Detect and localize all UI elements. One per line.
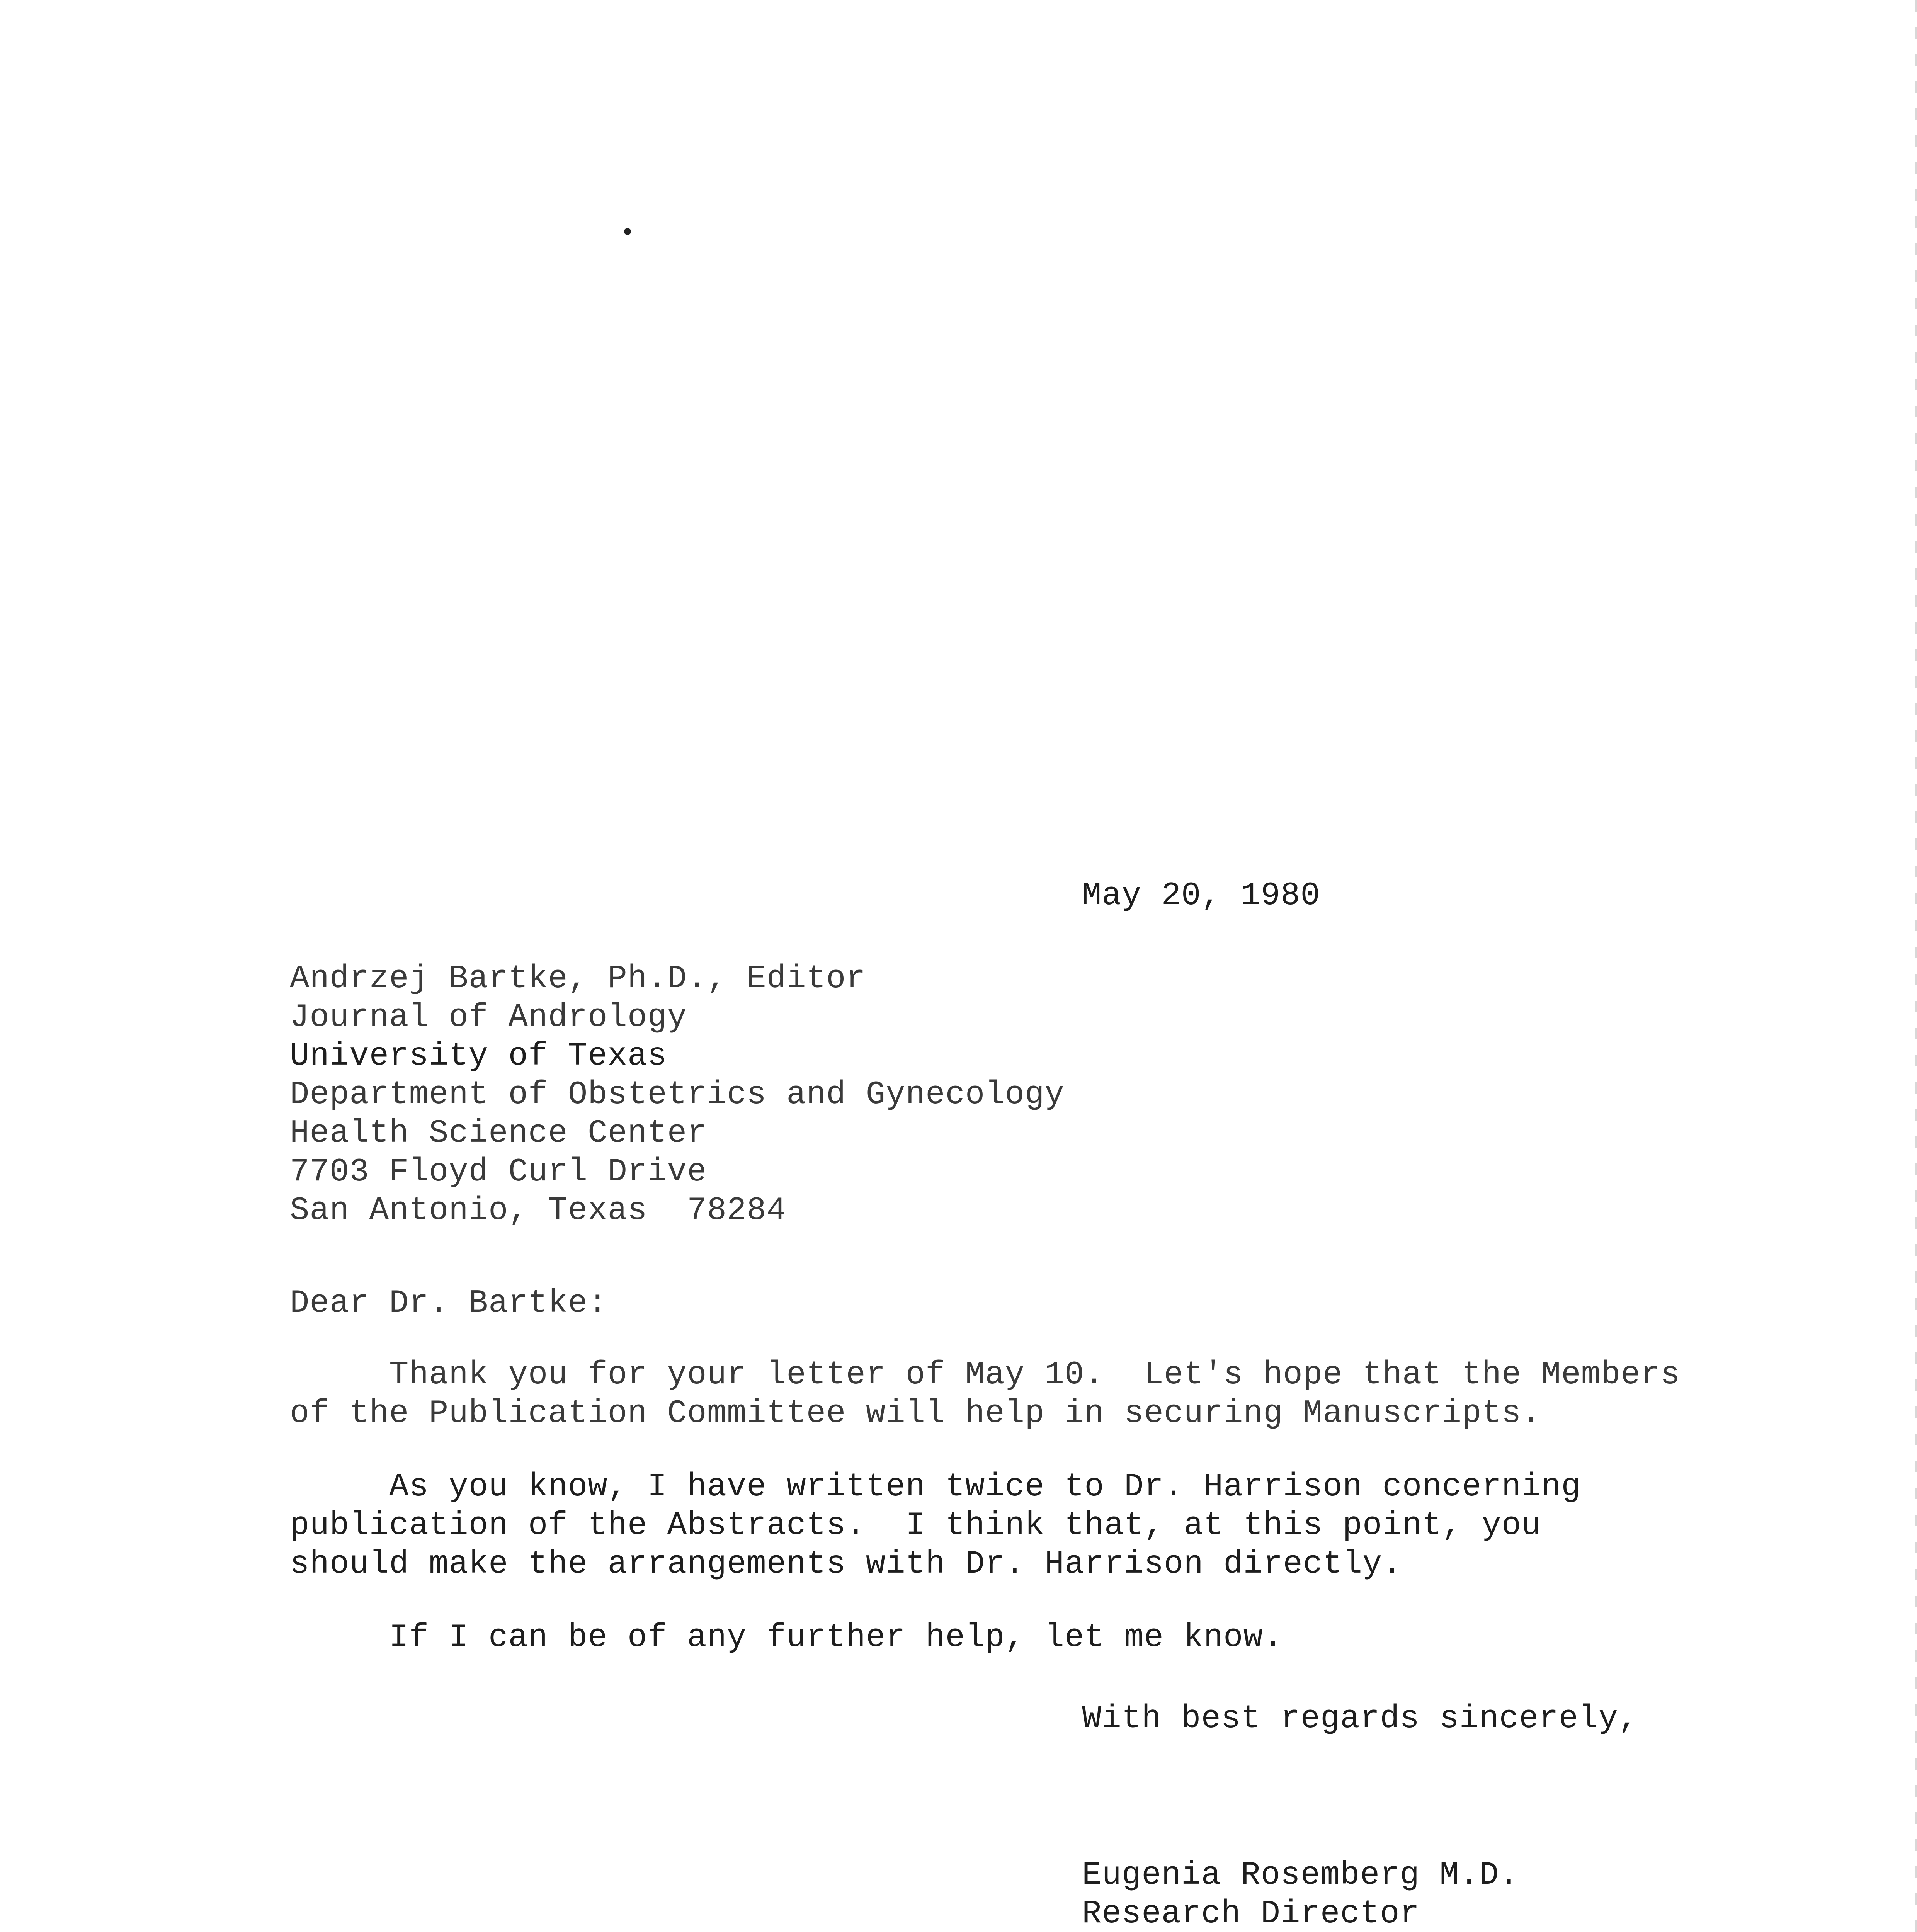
page-edge-shadow xyxy=(1915,0,1917,1932)
recipient-line: Health Science Center xyxy=(290,1115,707,1152)
letter-date: May 20, 1980 xyxy=(1082,878,1320,914)
body-line: Thank you for your letter of May 10. Let's hope that the Members xyxy=(290,1357,1681,1393)
recipient-line: San Antonio, Texas 78284 xyxy=(290,1192,787,1229)
recipient-line: Andrzej Bartke, Ph.D., Editor xyxy=(290,961,866,997)
ink-dot xyxy=(624,228,631,235)
recipient-line: University of Texas xyxy=(290,1038,667,1075)
body-line: If I can be of any further help, let me know. xyxy=(290,1619,1283,1656)
body-line: of the Publication Committee will help in securing Manuscripts. xyxy=(290,1395,1541,1432)
closing: With best regards sincerely, xyxy=(1082,1701,1638,1737)
recipient-line: Journal of Andrology xyxy=(290,999,687,1036)
recipient-line: Department of Obstetrics and Gynecology xyxy=(290,1077,1065,1113)
recipient-line: 7703 Floyd Curl Drive xyxy=(290,1154,707,1190)
body-line: should make the arrangements with Dr. Harrison directly. xyxy=(290,1546,1402,1583)
body-line: publication of the Abstracts. I think that, at this point, you xyxy=(290,1507,1541,1544)
signer-title: Research Director xyxy=(1082,1896,1420,1932)
body-line: As you know, I have written twice to Dr. Harrison concerning xyxy=(290,1469,1581,1505)
salutation: Dear Dr. Bartke: xyxy=(290,1285,608,1322)
signer-name: Eugenia Rosemberg M.D. xyxy=(1082,1857,1519,1894)
